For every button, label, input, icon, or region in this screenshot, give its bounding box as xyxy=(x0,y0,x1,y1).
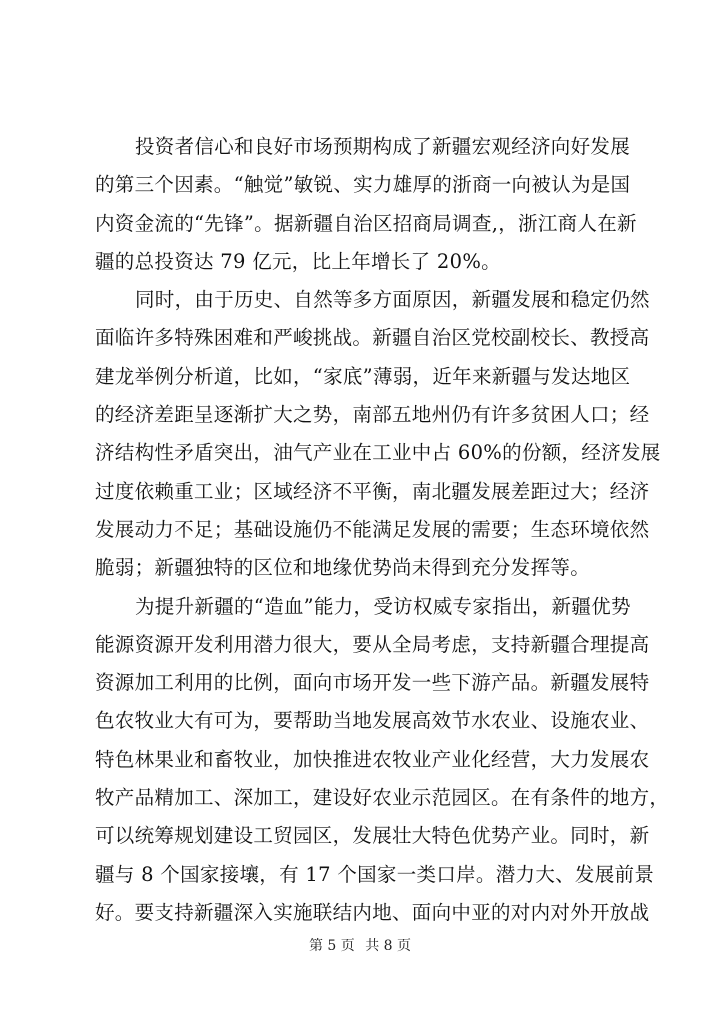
paragraph-3-line-4: 色农牧业大有可为，要帮助当地发展高效节水农业、设施农业、 xyxy=(95,709,650,733)
paragraph-3-line-8: 疆与 8 个国家接壤，有 17 个国家一类口岸。潜力大、发展前景 xyxy=(95,862,655,886)
paragraph-3-line-1: 为提升新疆的“造血”能力，受访权威专家指出，新疆优势 xyxy=(135,594,631,618)
page-total: 共 8 页 xyxy=(365,938,412,954)
paragraph-3-line-5: 特色林果业和畜牧业，加快推进农牧业产业化经营，大力发展农 xyxy=(95,747,650,771)
paragraph-1-line-2: 的第三个因素。“触觉”敏锐、实力雄厚的浙商一向被认为是国 xyxy=(95,173,631,197)
paragraph-1-line-4: 疆的总投资达 79 亿元，比上年增长了 20%。 xyxy=(95,249,501,273)
paragraph-3-line-7: 可以统筹规划建设工贸园区，发展壮大特色优势产业。同时，新 xyxy=(95,824,650,848)
paragraph-3-line-3: 资源加工利用的比例，面向市场开发一些下游产品。新疆发展特 xyxy=(95,671,650,695)
paragraph-2-line-5: 济结构性矛盾突出，油气产业在工业中占 60%的份额，经济发展 xyxy=(95,441,661,465)
paragraph-2-line-2: 面临许多特殊困难和严峻挑战。新疆自治区党校副校长、教授高 xyxy=(95,326,650,350)
paragraph-3-line-6: 牧产品精加工、深加工，建设好农业示范园区。在有条件的地方， xyxy=(95,786,670,810)
paragraph-1-line-3: 内资金流的“先锋”。据新疆自治区招商局调查,，浙江商人在新 xyxy=(95,211,637,235)
page-number: 第 5 页 xyxy=(308,938,355,954)
document-body xyxy=(95,128,670,932)
paragraph-3-line-9: 好。要支持新疆深入实施联结内地、面向中亚的对内对外开放战 xyxy=(95,900,650,924)
paragraph-2-line-7: 发展动力不足；基础设施仍不能满足发展的需要；生态环境依然 xyxy=(95,517,650,541)
paragraph-2-line-3: 建龙举例分析道，比如，“家底”薄弱，近年来新疆与发达地区 xyxy=(95,364,631,388)
paragraph-2-line-6: 过度依赖重工业；区域经济不平衡，南北疆发展差距过大；经济 xyxy=(95,479,650,503)
page-footer xyxy=(0,935,720,955)
paragraph-3-line-2: 能源资源开发利用潜力很大，要从全局考虑，支持新疆合理提高 xyxy=(95,632,650,656)
paragraph-2-line-8: 脆弱；新疆独特的区位和地缘优势尚未得到充分发挥等。 xyxy=(95,556,591,580)
paragraph-2-line-4: 的经济差距呈逐渐扩大之势，南部五地州仍有许多贫困人口；经 xyxy=(95,403,650,427)
paragraph-1-line-1: 投资者信心和良好市场预期构成了新疆宏观经济向好发展 xyxy=(135,135,631,158)
paragraph-2-line-1: 同时，由于历史、自然等多方面原因，新疆发展和稳定仍然 xyxy=(135,288,650,312)
